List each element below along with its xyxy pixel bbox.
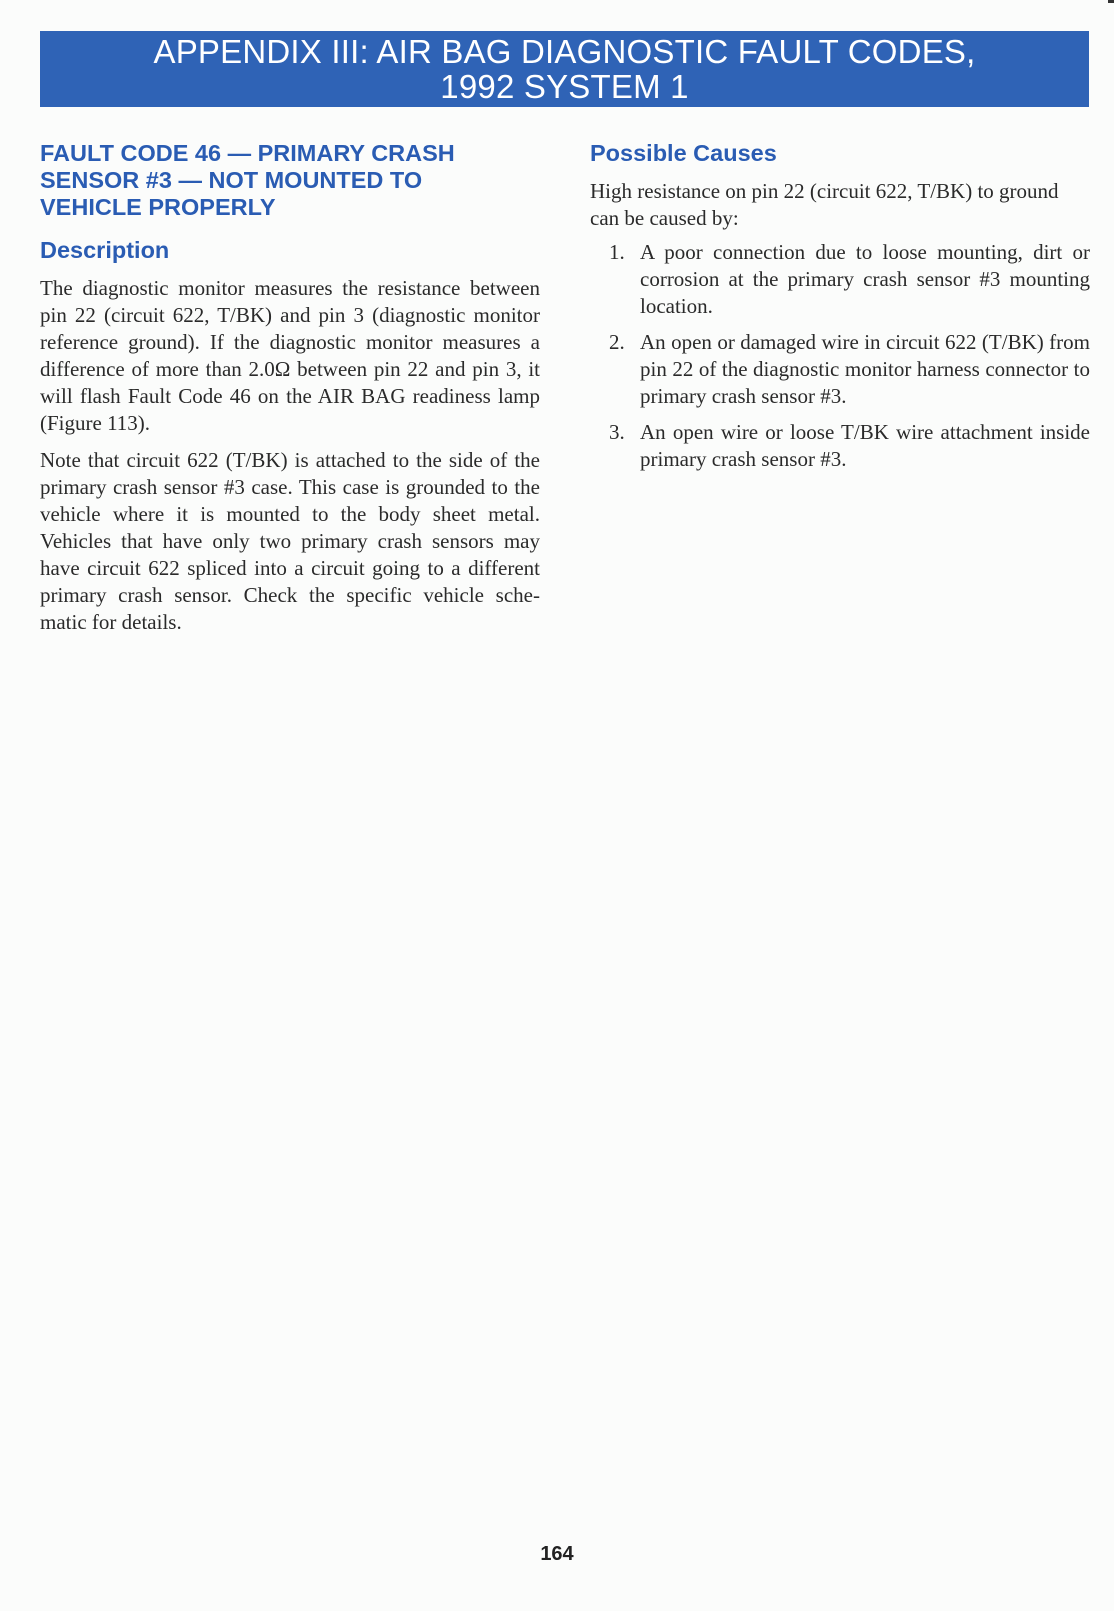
list-item-number: 3. [609, 420, 625, 444]
list-item-text: A poor connection due to loose mounting, dirt or corrosion at the primary crash sensor #3 mounting location. [640, 240, 1090, 318]
description-heading: Description [40, 237, 170, 263]
causes-list [590, 239, 1090, 473]
list-item-text: An open or damaged wire in circuit 622 (T/BK) from pin 22 of the diagnostic monitor harness connector to primary crash sensor #3. [640, 330, 1090, 408]
list-item [590, 329, 1090, 410]
possible-causes-intro: High resistance on pin 22 (circuit 622, T/BK) to ground can be caused by: [590, 179, 1059, 230]
fault-title-line-1: FAULT CODE 46 — PRIMARY CRASH [40, 140, 455, 166]
list-item [590, 239, 1090, 320]
list-item-number: 1. [609, 240, 625, 264]
list-item-text: An open wire or loose T/BK wire attachment inside primary crash sensor #3. [640, 420, 1090, 471]
right-column [590, 140, 1090, 482]
page-number: 164 [540, 1543, 574, 1565]
fault-title-line-2: SENSOR #3 — NOT MOUNTED TO [40, 167, 423, 193]
fault-code-title [40, 140, 540, 221]
possible-causes-heading: Possible Causes [590, 140, 777, 166]
appendix-banner [40, 31, 1089, 107]
scan-edge-mark [1108, 0, 1114, 3]
list-item [590, 419, 1090, 473]
left-column [40, 140, 540, 636]
list-item-number: 2. [609, 330, 625, 354]
description-paragraph-2: Note that circuit 622 (T/BK) is attached to the side of the primary crash sensor #3 case. This case is grounded to the vehicle where it is mounted to the body sheet metal. Vehicles that have only two primary crash sensors may have circuit 622 spliced into a circuit going to a different primary crash sensor. Check the specific vehicle sche-matic for details. [40, 448, 540, 634]
description-paragraph-1: The diagnostic monitor measures the resistance between pin 22 (circuit 622, T/BK) and pin 3 (diagnostic monitor reference ground). If the diagnostic monitor measures a difference of more than 2.0Ω between pin 22 and pin 3, it will flash Fault Code 46 on the AIR BAG readiness lamp (Figure 113). [40, 276, 540, 435]
banner-title-line-2: 1992 SYSTEM 1 [440, 68, 689, 105]
fault-title-line-3: VEHICLE PROPERLY [40, 194, 276, 220]
banner-title-line-1: APPENDIX III: AIR BAG DIAGNOSTIC FAULT CODES, [153, 33, 976, 70]
